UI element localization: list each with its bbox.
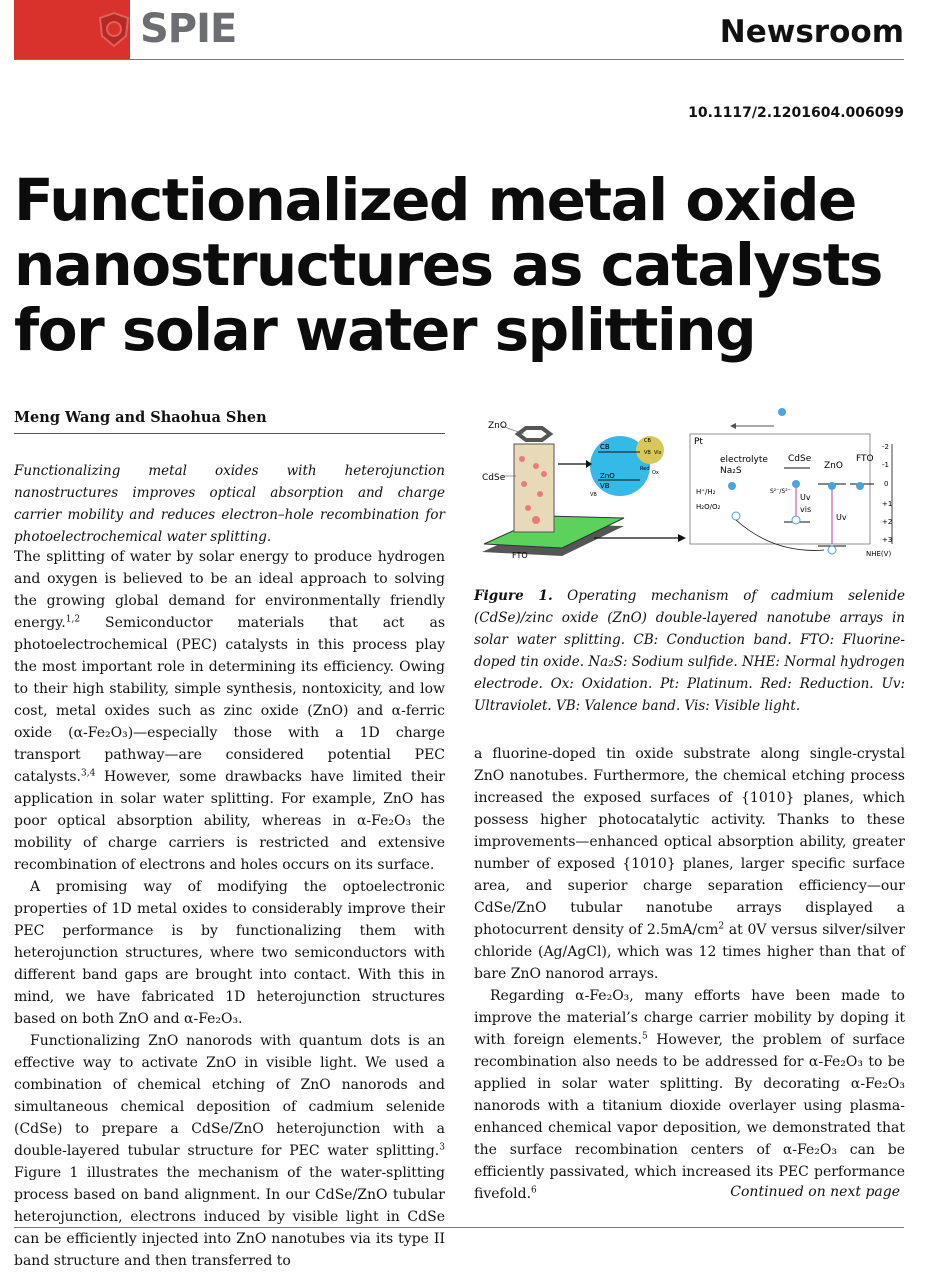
- authors-divider: [14, 433, 445, 434]
- brand-color-block: [14, 0, 130, 60]
- body-paragraph-1: The splitting of water by solar energy to produce hydrogen and oxygen is believed to be an ideal approach to solving the growing global demand for environmentally friendly energy.$^{1,2}$ Semiconductor materials that act as photoelectrochemical (PEC) catalysts in this process play the most important role in determining its efficiency. Owing to their high stability, simple synthesis, nontoxicity, and low cost, metal oxides such as zinc oxide (ZnO) and α-ferric oxide (α-Fe₂O₃)—especially those with a 1D charge transport pathway—are considered potential PEC catalysts.$^{3,4}$ However, some drawbacks have limited their application in solar water splitting. For example, ZnO has poor optical absorption ability, whereas in α-Fe₂O₃ the mobility of charge carriers is restricted and extensive recombination of electrons and holes occurs on its surface.: [14, 549, 445, 873]
- label-cdse: CdSe: [482, 473, 506, 483]
- body-paragraph-2: A promising way of modifying the optoelectronic properties of 1D metal oxides to considerably improve their PEC performance is by functionalizing them with heterojunction structures, where two semiconductors with different band gaps are brought into contact. With this in mind, we have fabricated 1D heterojunction structures based on both ZnO and α-Fe₂O₃.: [14, 879, 445, 1027]
- brand-logo-text: SPIE: [140, 6, 237, 52]
- label-electrolyte: electrolyte: [720, 455, 768, 465]
- label-red-small: Red: [640, 466, 650, 472]
- superscript: 2: [718, 921, 725, 932]
- nhe-tick-label: +2: [882, 518, 893, 526]
- article-abstract: Functionalizing metal oxides with heterojunction nanostructures improves optical absorption and charge carrier mobility and reduces electron–hole recombination for photoelectrochemical water splitting.: [14, 463, 445, 545]
- label-cb-small: CB: [644, 438, 651, 444]
- label-zno-sphere: ZnO: [600, 472, 615, 480]
- nhe-tick-label: 0: [884, 480, 889, 488]
- label-vb: VB: [600, 482, 610, 490]
- label-uv-2: Uv: [836, 513, 847, 522]
- figure-1-diagram: [474, 404, 906, 572]
- label-ox-small: Ox: [652, 470, 659, 476]
- label-uv-1: Uv: [800, 493, 811, 502]
- label-cb: CB: [600, 443, 610, 451]
- label-fto-band: FTO: [856, 454, 874, 464]
- label-h2o-o2: H₂O/O₂: [696, 503, 721, 511]
- nhe-tick-label: +1: [882, 500, 893, 508]
- footer-divider: [14, 1227, 904, 1228]
- body-paragraph-5: Regarding α-Fe₂O₃, many efforts have been made to improve the material’s charge carrier mobility by doping it with foreign elements.$^5$ However, the problem of surface recombination also needs to be addressed for α-Fe₂O₃ to be applied in solar water splitting. By decorating α-Fe₂O₃ nanorods with a titanium dioxide overlayer using plasma-enhanced chemical vapor deposition, we demonstrated that the surface recombination centers of α-Fe₂O₃ can be efficiently passivated, which increased its PEC performance fivefold.$^6$: [474, 988, 906, 1202]
- citation-ref: 3,4: [81, 768, 96, 779]
- citation-ref: 1,2: [65, 614, 81, 625]
- body-paragraph-4: a fluorine-doped tin oxide substrate along single-crystal ZnO nanotubes. Furthermore, the chemical etching process increased the exposed surfaces of {1010} planes, which possess higher photocatalytic activity. Thanks to these improvements—enhanced optical absorption ability, greater number of exposed {1010} planes, larger specific surface area, and superior charge separation efficiency—our CdSe/ZnO tubular nanotube arrays displayed a photocurrent density of $2.5mA/cm^2$ at 0V versus silver/silver chloride (Ag/AgCl), which was 12 times higher than that of bare ZnO nanorod arrays.: [474, 746, 905, 982]
- label-na2s: Na₂S: [720, 466, 742, 476]
- doi-label: 10.1117/2.1201604.006099: [688, 105, 904, 121]
- body-column-right: [474, 743, 905, 1205]
- label-pt: Pt: [694, 437, 703, 447]
- label-vis: vis: [800, 505, 812, 514]
- label-s-couple: S²⁻/S²⁻: [770, 488, 791, 495]
- body-paragraph-3: Functionalizing ZnO nanorods with quantum dots is an effective way to activate ZnO in visible light. We used a combination of chemical etching of ZnO nanorods and simultaneous chemical deposition of cadmium selenide (CdSe) to prepare a CdSe/ZnO heterojunction with a double-layered tubular structure for PEC water splitting.$^3$ Figure 1 illustrates the mechanism of the water-splitting process based on band alignment. In our CdSe/ZnO tubular heterojunction, electrons induced by visible light in CdSe can be efficiently injected into ZnO nanotubes via its type II band structure and then transferred to: [14, 1033, 445, 1269]
- label-zno-band: ZnO: [824, 461, 843, 471]
- article-title: Functionalized metal oxide nanostructures as catalysts for solar water splitting: [14, 166, 882, 364]
- nhe-tick-label: -2: [882, 443, 889, 451]
- caption-label: Figure 1.: [474, 588, 553, 604]
- citation-ref: 6: [531, 1185, 537, 1196]
- nhe-tick-label: -1: [882, 461, 889, 469]
- header-divider: [14, 59, 904, 60]
- continued-notice: Continued on next page: [730, 1184, 900, 1200]
- nanotube-top: [518, 428, 550, 440]
- label-zno-top: ZnO: [488, 421, 507, 431]
- citation-ref: 3: [439, 1142, 445, 1153]
- label-vis-small: Vis: [654, 450, 662, 456]
- label-fto-bottom: FTO: [512, 551, 528, 560]
- label-nhe: NHE(V): [866, 550, 892, 558]
- label-vb-small: VB: [644, 450, 651, 456]
- nhe-tick-label: +3: [882, 536, 893, 544]
- label-cdse-band: CdSe: [788, 454, 812, 464]
- section-title: Newsroom: [719, 14, 904, 50]
- body-column-left: [14, 546, 445, 1272]
- citation-ref: 5: [642, 1031, 648, 1042]
- label-h-h2: H⁺/H₂: [696, 488, 716, 496]
- figure-1-caption: Figure 1. Operating mechanism of cadmium selenide (CdSe)/zinc oxide (ZnO) double-layered nanotube arrays in solar water splitting. CB: Conduction band. FTO: Fluorine-doped tin oxide. Na₂S: Sodium sulfide. NHE: Normal hydrogen electrode. Ox: Oxidation. Pt: Platinum. Red: Reduction. Uv: Ultraviolet. VB: Valence band. Vis: Visible light.: [474, 588, 905, 714]
- label-zno-vb: VB: [590, 492, 597, 498]
- article-authors: Meng Wang and Shaohua Shen: [14, 409, 267, 426]
- spie-shield-icon: [94, 10, 134, 50]
